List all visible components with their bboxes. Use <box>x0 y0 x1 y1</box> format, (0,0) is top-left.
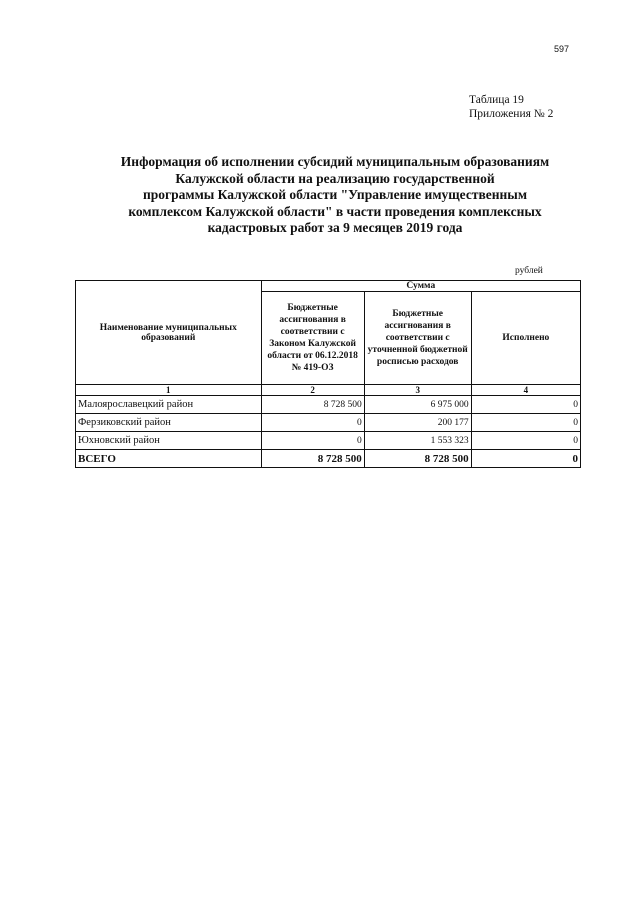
document-title <box>90 154 580 237</box>
total-row <box>76 450 581 468</box>
table-row <box>76 396 581 414</box>
row-col3: 6 975 000 <box>364 396 471 414</box>
column-number: 2 <box>261 385 364 396</box>
row-col3: 200 177 <box>364 414 471 432</box>
total-col4: 0 <box>471 450 580 468</box>
page-number: 597 <box>554 44 570 54</box>
column-number: 3 <box>364 385 471 396</box>
row-col2: 0 <box>261 432 364 450</box>
row-name: Юхновский район <box>76 432 262 450</box>
row-col2: 8 728 500 <box>261 396 364 414</box>
title-line: Информация об исполнении субсидий муниципальным образованиям <box>120 154 550 169</box>
header-col3: Бюджетные ассигнования в соответствии с уточненной бюджетной росписью расходов <box>364 292 471 385</box>
total-name: ВСЕГО <box>76 450 262 468</box>
row-col2: 0 <box>261 414 364 432</box>
table-reference-line: Таблица 19 <box>469 94 524 106</box>
column-number: 1 <box>76 385 262 396</box>
table-reference <box>469 93 553 121</box>
row-name: Ферзиковский район <box>76 414 262 432</box>
title-line: кадастровых работ за 9 месяцев 2019 года <box>207 220 463 235</box>
column-number: 4 <box>471 385 580 396</box>
row-col4: 0 <box>471 396 580 414</box>
column-number-row <box>76 385 581 396</box>
header-sum: Сумма <box>261 281 580 292</box>
row-col4: 0 <box>471 414 580 432</box>
header-col2: Бюджетные ассигнования в соответствии с Законом Калужской области от 06.12.2018 № 419-ОЗ <box>261 292 364 385</box>
row-col3: 1 553 323 <box>364 432 471 450</box>
header-col4: Исполнено <box>471 292 580 385</box>
total-col2: 8 728 500 <box>261 450 364 468</box>
header-name: Наименование муниципальных образований <box>76 281 262 385</box>
units-label: рублей <box>515 266 543 276</box>
row-name: Малоярославецкий район <box>76 396 262 414</box>
total-col3: 8 728 500 <box>364 450 471 468</box>
subsidies-table <box>75 280 581 468</box>
title-line: Калужской области на реализацию государственной <box>175 170 495 186</box>
row-col4: 0 <box>471 432 580 450</box>
table-reference-line: Приложения № 2 <box>469 108 554 120</box>
title-line: программы Калужской области "Управление имущественным <box>142 187 528 202</box>
table-row <box>76 432 581 450</box>
table-row <box>76 414 581 432</box>
title-line: комплексом Калужской области" в части проведения комплексных <box>128 203 542 219</box>
header-row <box>76 281 581 292</box>
